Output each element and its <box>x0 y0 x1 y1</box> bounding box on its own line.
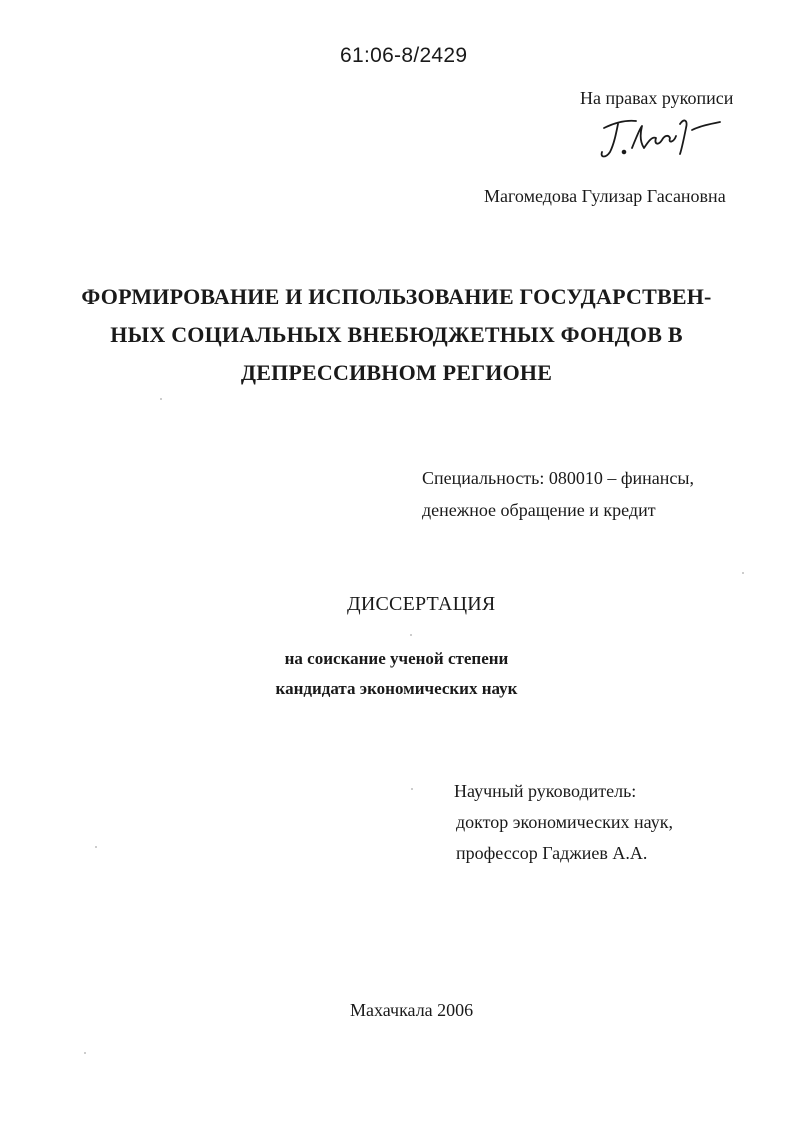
author-name: Магомедова Гулизар Гасановна <box>484 186 726 206</box>
supervisor-degree: доктор экономических наук, <box>456 812 673 832</box>
scan-speck <box>84 1052 86 1054</box>
thesis-title <box>0 278 793 392</box>
degree-line: на соискание ученой степени <box>284 649 509 668</box>
degree-statement <box>0 644 793 704</box>
specialty-line: денежное обращение и кредит <box>422 500 656 520</box>
scan-speck <box>410 634 412 636</box>
scan-speck <box>160 398 162 400</box>
specialty-line: Специальность: 080010 – финансы, <box>422 468 695 488</box>
thesis-title-line: ФОРМИРОВАНИЕ И ИСПОЛЬЗОВАНИЕ ГОСУДАРСТВЕН- <box>81 284 712 309</box>
thesis-title-line: НЫХ СОЦИАЛЬНЫХ ВНЕБЮДЖЕТНЫХ ФОНДОВ В <box>110 322 683 347</box>
degree-line: кандидата экономических наук <box>275 679 518 698</box>
scan-speck <box>411 788 413 790</box>
place-year: Махачкала 2006 <box>350 1000 474 1020</box>
specialty <box>422 462 694 526</box>
thesis-title-line: ДЕПРЕССИВНОМ РЕГИОНЕ <box>240 360 553 385</box>
catalog-code: 61:06-8/2429 <box>340 44 468 67</box>
document-type: ДИССЕРТАЦИЯ <box>347 593 496 615</box>
rights-note: На правах рукописи <box>580 88 734 108</box>
scan-speck <box>742 572 744 574</box>
signature-icon <box>596 108 726 166</box>
supervisor-name: профессор Гаджиев А.А. <box>456 843 648 863</box>
scan-speck <box>95 846 97 848</box>
supervisor-label: Научный руководитель: <box>454 781 637 801</box>
supervisor-block <box>454 776 673 869</box>
